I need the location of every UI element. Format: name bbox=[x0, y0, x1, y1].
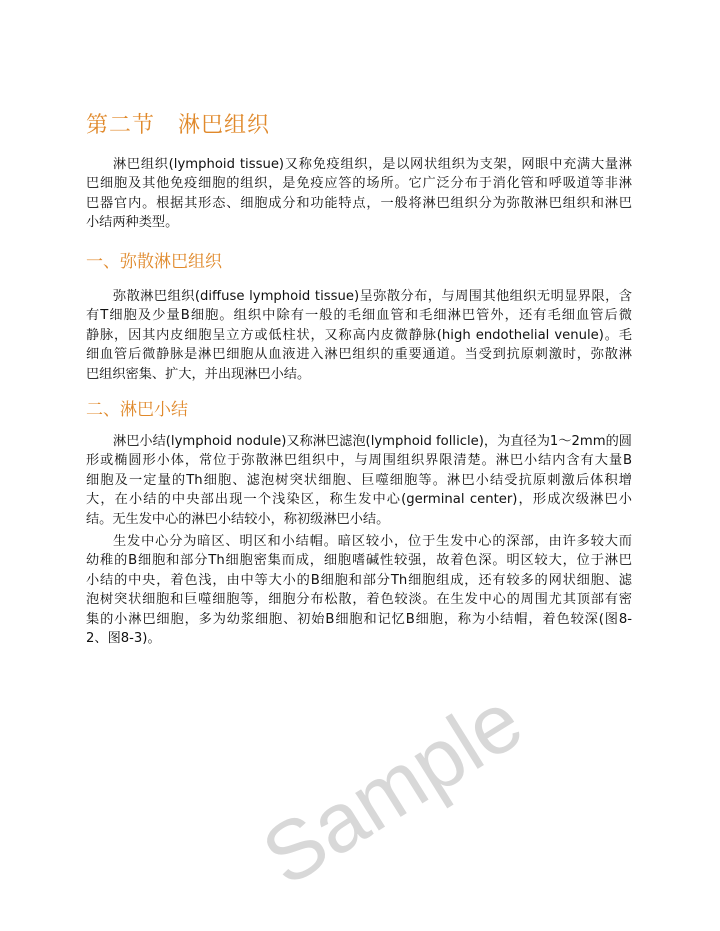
text-line: 小结两种类型。 bbox=[86, 215, 179, 231]
heading-diffuse-lymphoid-tissue: 一、弥散淋巴组织 bbox=[86, 252, 222, 272]
text-line: 2、图8-3)。 bbox=[86, 630, 161, 646]
paragraph-intro bbox=[86, 155, 632, 233]
text-line: 弥散淋巴组织(diffuse lymphoid tissue)呈弥散分布，与周围其他组织无明显界限，含 bbox=[113, 289, 632, 304]
text-line: 细血管后微静脉是淋巴细胞从血液进入淋巴组织的重要通道。当受到抗原刺激时，弥散淋 bbox=[86, 347, 632, 363]
text-line: 小结的中央，着色浅，由中等大小的B细胞和部分Th细胞组成，还有较多的网状细胞、滤 bbox=[86, 572, 632, 588]
text-line: 幼稚的B细胞和部分Th细胞密集而成，细胞嗜碱性较强，故着色深。明区较大，位于淋巴 bbox=[86, 553, 632, 569]
text-line: 静脉，因其内皮细胞呈立方或低柱状，又称高内皮微静脉(high endothelial venule)。毛 bbox=[86, 327, 632, 343]
text-line: 巴组织密集、扩大，并出现淋巴小结。 bbox=[86, 366, 311, 382]
paragraph-nodule bbox=[86, 432, 632, 529]
text-line: 巴细胞及其他免疫细胞的组织，是免疫应答的场所。它广泛分布于消化管和呼吸道等非淋 bbox=[86, 176, 632, 192]
text-line: 淋巴组织(lymphoid tissue)又称免疫组织，是以网状组织为支架，网眼中充满大量淋 bbox=[113, 157, 632, 172]
section-title: 第二节 淋巴组织 bbox=[86, 113, 271, 138]
paragraph-diffuse bbox=[86, 287, 632, 384]
watermark: Sample bbox=[246, 672, 538, 904]
text-line: 有T细胞及少量B细胞。组织中除有一般的毛细血管和毛细淋巴管外，还有毛细血管后微 bbox=[86, 308, 632, 324]
text-line: 巴器官内。根据其形态、细胞成分和功能特点，一般将淋巴组织分为弥散淋巴组织和淋巴 bbox=[86, 195, 632, 211]
text-line: 生发中心分为暗区、明区和小结帽。暗区较小，位于生发中心的深部，由许多较大而 bbox=[113, 534, 632, 549]
paragraph-germinal-center bbox=[86, 532, 632, 648]
text-line: 淋巴小结(lymphoid nodule)又称淋巴滤泡(lymphoid follicle)，为直径为1～2mm的圆 bbox=[113, 434, 632, 449]
text-line: 大，在小结的中央部出现一个浅染区，称生发中心(germinal center)，形成次级淋巴小 bbox=[86, 492, 632, 508]
text-line: 结。无生发中心的淋巴小结较小，称初级淋巴小结。 bbox=[86, 511, 390, 527]
heading-lymphoid-nodule: 二、淋巴小结 bbox=[86, 400, 188, 420]
text-line: 集的小淋巴细胞，多为幼浆细胞、初始B细胞和记忆B细胞，称为小结帽，着色较深(图8- bbox=[86, 611, 632, 627]
text-line: 形或椭圆形小体，常位于弥散淋巴组织中，与周围组织界限清楚。淋巴小结内含有大量B bbox=[86, 453, 632, 469]
text-line: 泡树突状细胞和巨噬细胞等，细胞分布松散，着色较淡。在生发中心的周围尤其顶部有密 bbox=[86, 592, 632, 608]
text-line: 细胞及一定量的Th细胞、滤泡树突状细胞、巨噬细胞等。淋巴小结受抗原刺激后体积增 bbox=[86, 472, 632, 488]
